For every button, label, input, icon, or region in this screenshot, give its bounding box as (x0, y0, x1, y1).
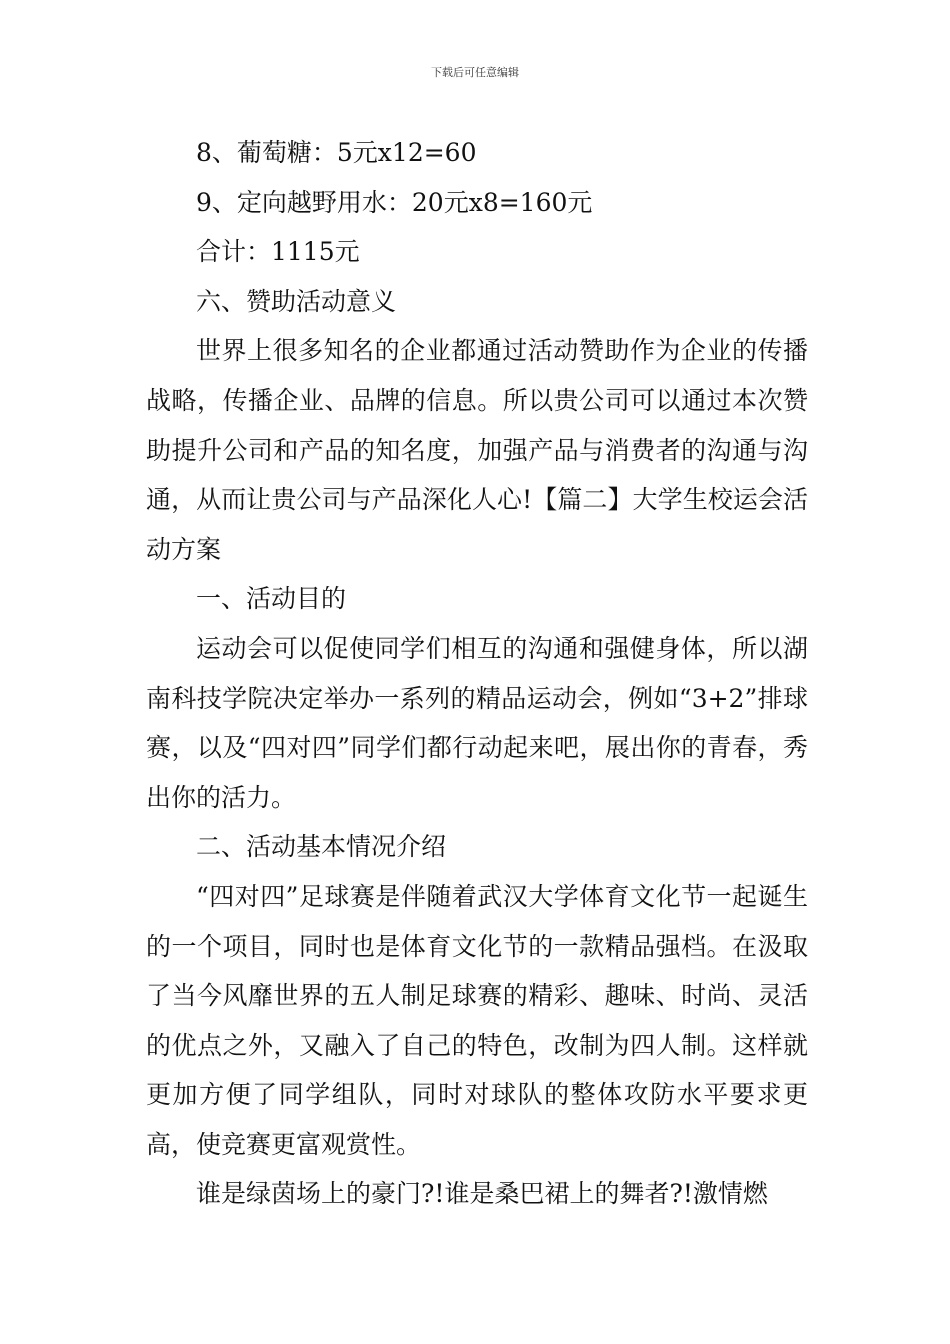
list-item-glucose: 8、葡萄糖：5元x12=60 (196, 138, 477, 167)
page-header: 下载后可任意编辑 (431, 66, 519, 79)
paragraph-activity-purpose: 运动会可以促使同学们相互的沟通和强健身体，所以湖南科技学院决定举办一系列的精品运动会，例如“3+2”排球赛，以及“四对四”同学们都行动起来吧，展出你的青春，秀出你的活力。 (146, 633, 808, 812)
total-line: 合计：1115元 (196, 237, 360, 267)
section-heading-sponsorship-significance: 六、赞助活动意义 (196, 286, 397, 316)
paragraph-closing: 谁是绿茵场上的豪门?!谁是桑巴裙上的舞者?!激情燃 (196, 1179, 768, 1209)
paragraph-sponsorship: 世界上很多知名的企业都通过活动赞助作为企业的传播战略，传播企业、品牌的信息。所以贵公司可以通过本次赞助提升公司和产品的知名度，加强产品与消费者的沟通与沟通，从而让贵公司与产品深化人心!【篇二】大学生校运会活动方案 (146, 336, 808, 564)
section-heading-basic-introduction: 二、活动基本情况介绍 (196, 832, 447, 862)
section-heading-activity-purpose: 一、活动目的 (196, 584, 347, 614)
list-item-orienteering-water: 9、定向越野用水：20元x8=160元 (196, 187, 593, 217)
paragraph-basic-introduction: “四对四”足球赛是伴随着武汉大学体育文化节一起诞生的一个项目，同时也是体育文化节的一款精品强档。在汲取了当今风靡世界的五人制足球赛的精彩、趣味、时尚、灵活的优点之外，又融入了自己的特色，改制为四人制。这样就更加方便了同学组队，同时对球队的整体攻防水平要求更高，使竞赛更富观赏性。 (146, 881, 808, 1159)
document-body (146, 128, 808, 1219)
